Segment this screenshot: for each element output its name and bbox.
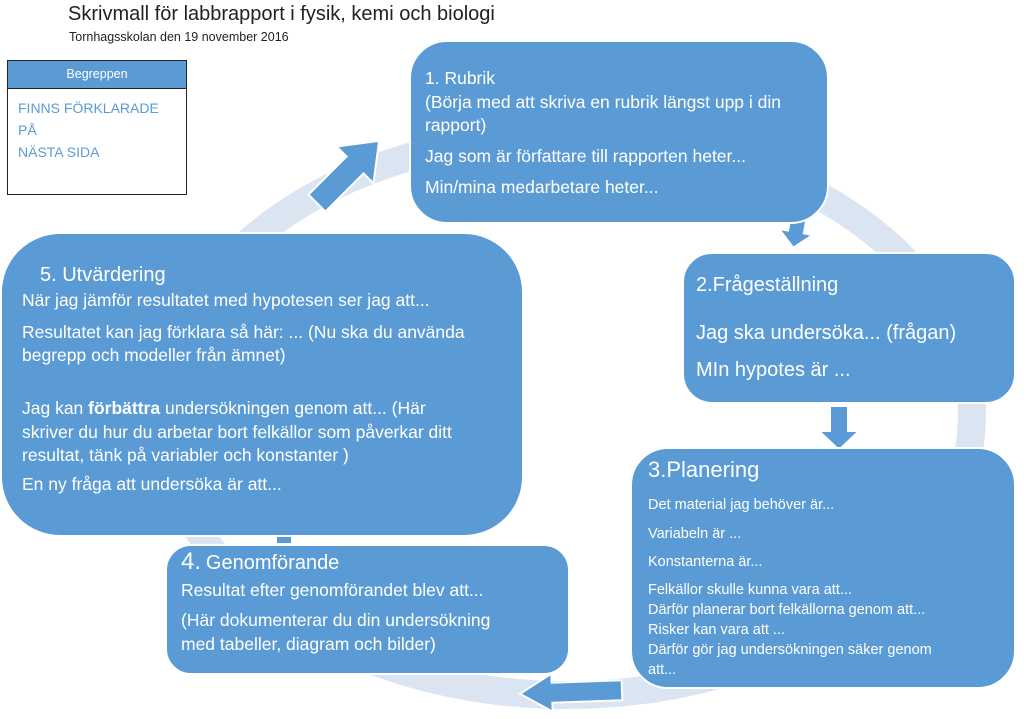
- document-subtitle: Tornhagsskolan den 19 november 2016: [69, 30, 289, 44]
- step-utvardering-line1: När jag jämför resultatet med hypotesen ser jag att...: [22, 290, 430, 310]
- step-utvardering-line5: skriver du hur du arbetar bort felkällor som påverkar ditt: [22, 422, 452, 442]
- step-utvardering-title: 5. Utvärdering: [40, 264, 166, 286]
- line4-pre: Jag kan: [22, 398, 89, 418]
- step-fragestallning-line2: MIn hypotes är ...: [696, 359, 851, 381]
- step-planering-line7: Därför gör jag undersökningen säker genom: [648, 642, 932, 658]
- step-utvardering-line3: begrepp och modeller från ämnet): [22, 345, 286, 365]
- concepts-note-line1: FINNS FÖRKLARADE PÅ: [18, 100, 159, 138]
- step-planering-line8: att...: [648, 662, 677, 678]
- step-genomforande: [165, 544, 570, 675]
- step-genomforande-line2: (Här dokumenterar du din undersökning: [181, 610, 491, 630]
- step-rubrik-line2: rapport): [425, 115, 487, 135]
- step-fragestallning-title: 2.Frågeställning: [696, 274, 839, 296]
- step-planering-line6: Risker kan vara att ...: [648, 622, 785, 638]
- step-rubrik-title: 1. Rubrik: [425, 68, 496, 88]
- step-rubrik-line4: Min/mina medarbetare heter...: [425, 177, 659, 197]
- step-genomforande-number: 4.: [181, 548, 202, 575]
- step-genomforande-line1: Resultat efter genomförandet blev att...: [181, 580, 484, 600]
- step-planering: [630, 447, 1016, 689]
- step-utvardering-line4: [22, 398, 426, 419]
- document-title: Skrivmall för labbrapport i fysik, kemi och biologi: [68, 3, 495, 25]
- step-planering-line2: Variabeln är ...: [648, 526, 742, 542]
- step-planering-line4: Felkällor skulle kunna vara att...: [648, 582, 852, 598]
- step-utvardering-line2: Resultatet kan jag förklara så här: ... (Nu ska du använda: [22, 322, 465, 342]
- concepts-note-line2: NÄSTA SIDA: [18, 144, 100, 160]
- step-rubrik-line3: Jag som är författare till rapporten heter...: [425, 146, 746, 166]
- step-fragestallning-line1: Jag ska undersöka... (frågan): [696, 322, 957, 344]
- step-planering-line5: Därför planerar bort felkällorna genom att...: [648, 602, 926, 618]
- step-planering-title: 3.Planering: [648, 457, 760, 482]
- step-utvardering-line7: En ny fråga att undersöka är att...: [22, 474, 282, 494]
- line4-post: undersökningen genom att... (Här: [160, 398, 426, 418]
- arrow-fragestallning-to-planering: [819, 406, 859, 450]
- step-rubrik-line1: (Börja med att skriva en rubrik längst upp i din: [425, 92, 781, 112]
- step-planering-line3: Konstanterna är...: [648, 554, 763, 570]
- step-planering-line1: Det material jag behöver är...: [648, 497, 835, 513]
- step-genomforande-line3: med tabeller, diagram och bilder): [181, 634, 436, 654]
- step-fragestallning: [682, 252, 1016, 404]
- step-rubrik: [409, 40, 829, 224]
- concepts-box-header: Begreppen: [8, 61, 186, 89]
- step-genomforande-title: [181, 548, 339, 576]
- step-utvardering: [0, 232, 524, 537]
- step-utvardering-line6: resultat, tänk på variabler och konstanter ): [22, 445, 349, 465]
- step-genomforande-title-text: Genomförande: [205, 552, 340, 574]
- line4-bold: förbättra: [88, 398, 161, 418]
